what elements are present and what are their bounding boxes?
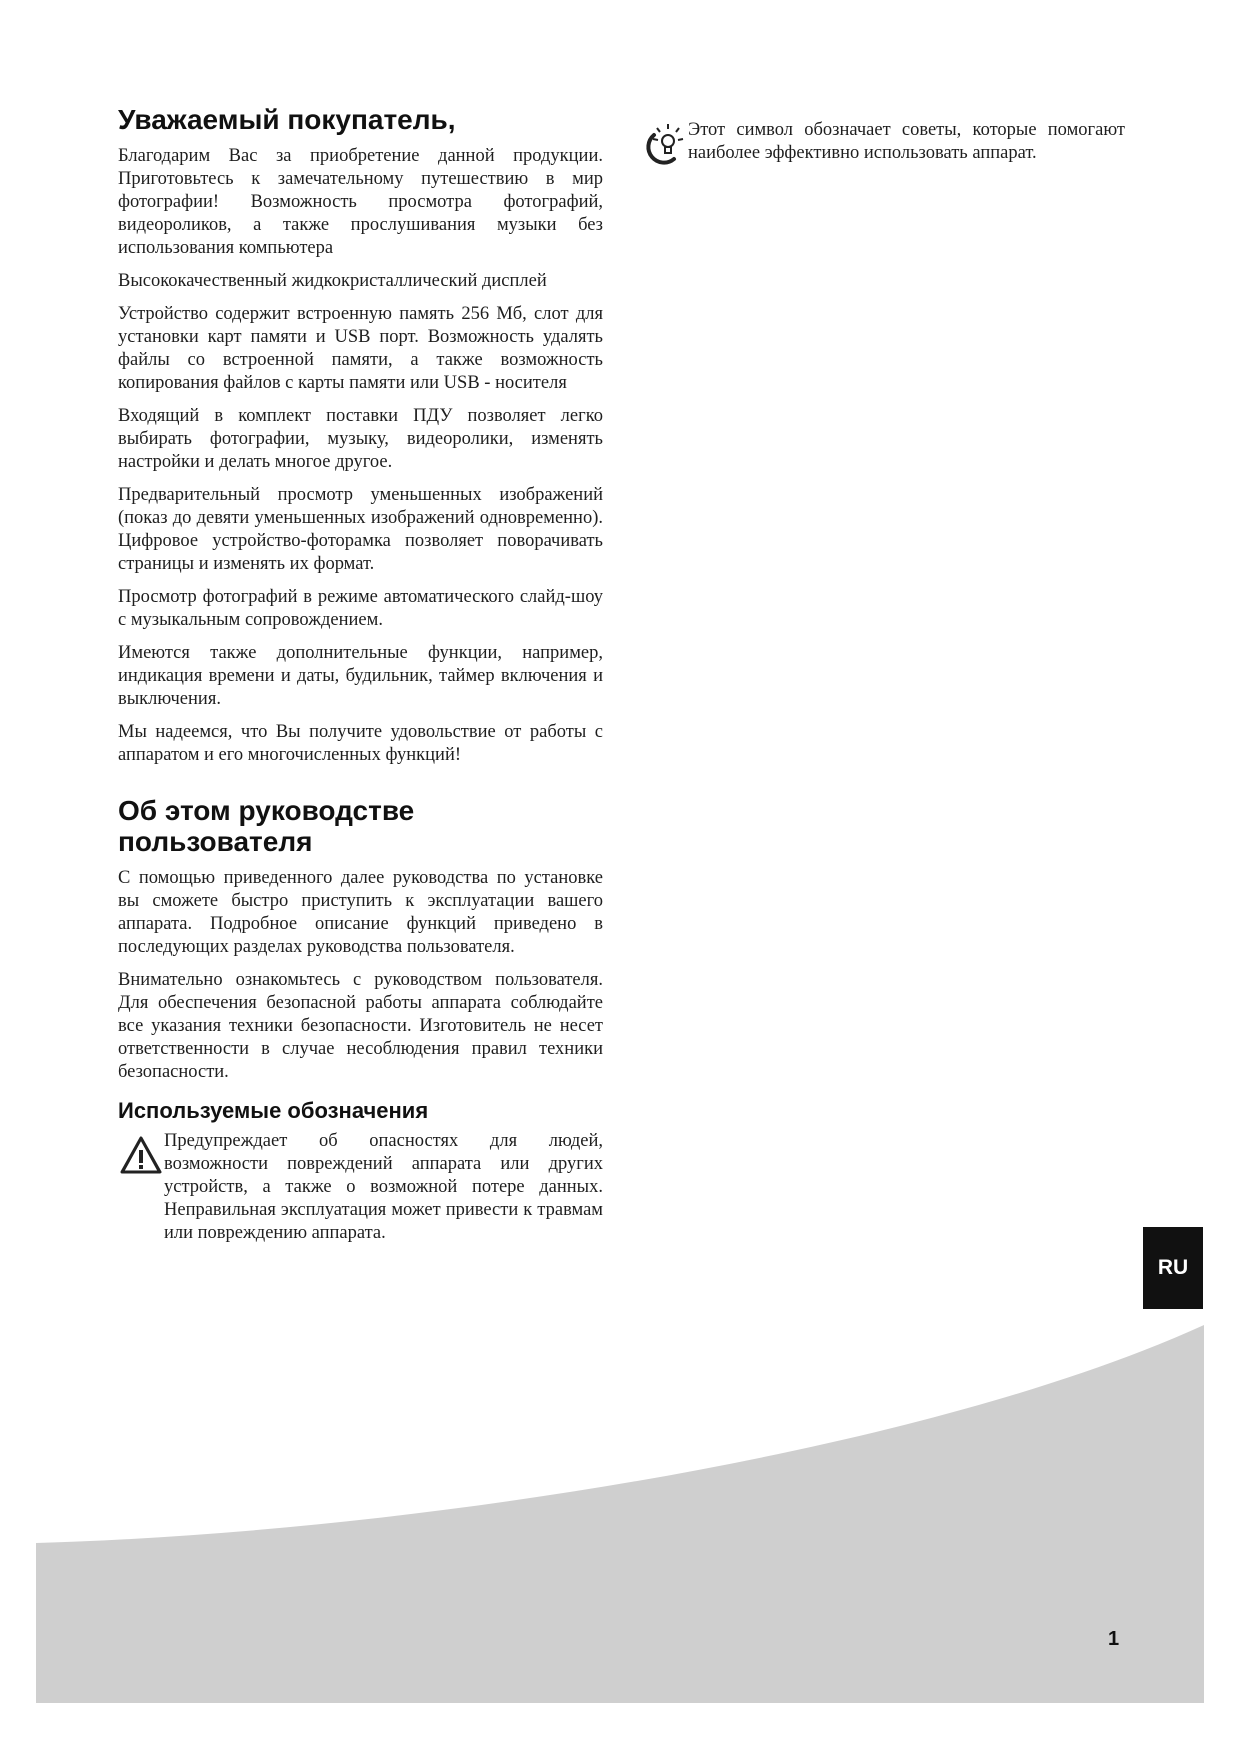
left-column <box>118 104 603 1245</box>
intro-paragraph: Мы надеемся, что Вы получите удовольствие от работы с аппаратом и его многочисленных функций! <box>118 722 603 765</box>
manual-paragraph: С помощью приведенного далее руководства по установке вы сможете быстро приступить к эксплуатации вашего аппарата. Подробное описание функций приведено в последующих разделах руководства пользователя. <box>118 868 603 957</box>
intro-paragraph: Благодарим Вас за приобретение данной продукции. Приготовьтесь к замечательному путешествию в мир фотографии! Возможность просмотра фотографий, видеороликов, а также прослушивания музыки без использования компьютера <box>118 146 603 258</box>
warning-text: Предупреждает об опасностях для людей, возможности повреждений аппарата или других устройств, а также о возможной потере данных. Неправильная эксплуатация может привести к травмам или повреждению аппарата. <box>164 1131 603 1243</box>
right-column <box>640 119 1125 167</box>
lightbulb-tip-icon <box>640 119 688 167</box>
symbols-heading: Используемые обозначения <box>118 1098 429 1123</box>
page-number: 1 <box>1108 1628 1120 1650</box>
intro-paragraph: Имеются также дополнительные функции, например, индикация времени и даты, будильник, таймер включения и выключения. <box>118 643 603 709</box>
language-tab: RU <box>1143 1227 1203 1309</box>
manual-heading: Об этом руководстве пользователя <box>118 795 415 857</box>
manual-paragraph: Внимательно ознакомьтесь с руководством пользователя. Для обеспечения безопасной работы аппарата соблюдайте все указания техники безопасности. Изготовитель не несет ответственности в случае несоблюдения правил техники безопасности. <box>118 970 603 1082</box>
warning-note <box>118 1130 603 1245</box>
tip-text: Этот символ обозначает советы, которые помогают наиболее эффективно использовать аппарат. <box>688 120 1125 163</box>
intro-paragraph: Входящий в комплект поставки ПДУ позволяет легко выбирать фотографии, музыку, видеоролики, изменять настройки и делать многое другое. <box>118 406 603 472</box>
intro-paragraph: Предварительный просмотр уменьшенных изображений (показ до девяти уменьшенных изображений одновременно). Цифровое устройство-фоторамка позволяет поворачивать страницы и изменять их формат. <box>118 485 603 574</box>
intro-paragraph: Устройство содержит встроенную память 256 Мб, слот для установки карт памяти и USB порт. Возможность удалять файлы со встроенной памяти, а также возможность копирования файлов с карты памяти или USB - носителя <box>118 304 603 393</box>
intro-heading: Уважаемый покупатель, <box>118 104 456 135</box>
warning-triangle-icon <box>118 1132 164 1180</box>
tip-note <box>640 119 1125 167</box>
intro-paragraph: Просмотр фотографий в режиме автоматического слайд-шоу с музыкальным сопровождением. <box>118 587 603 630</box>
intro-paragraph: Высококачественный жидкокристаллический дисплей <box>118 271 547 291</box>
